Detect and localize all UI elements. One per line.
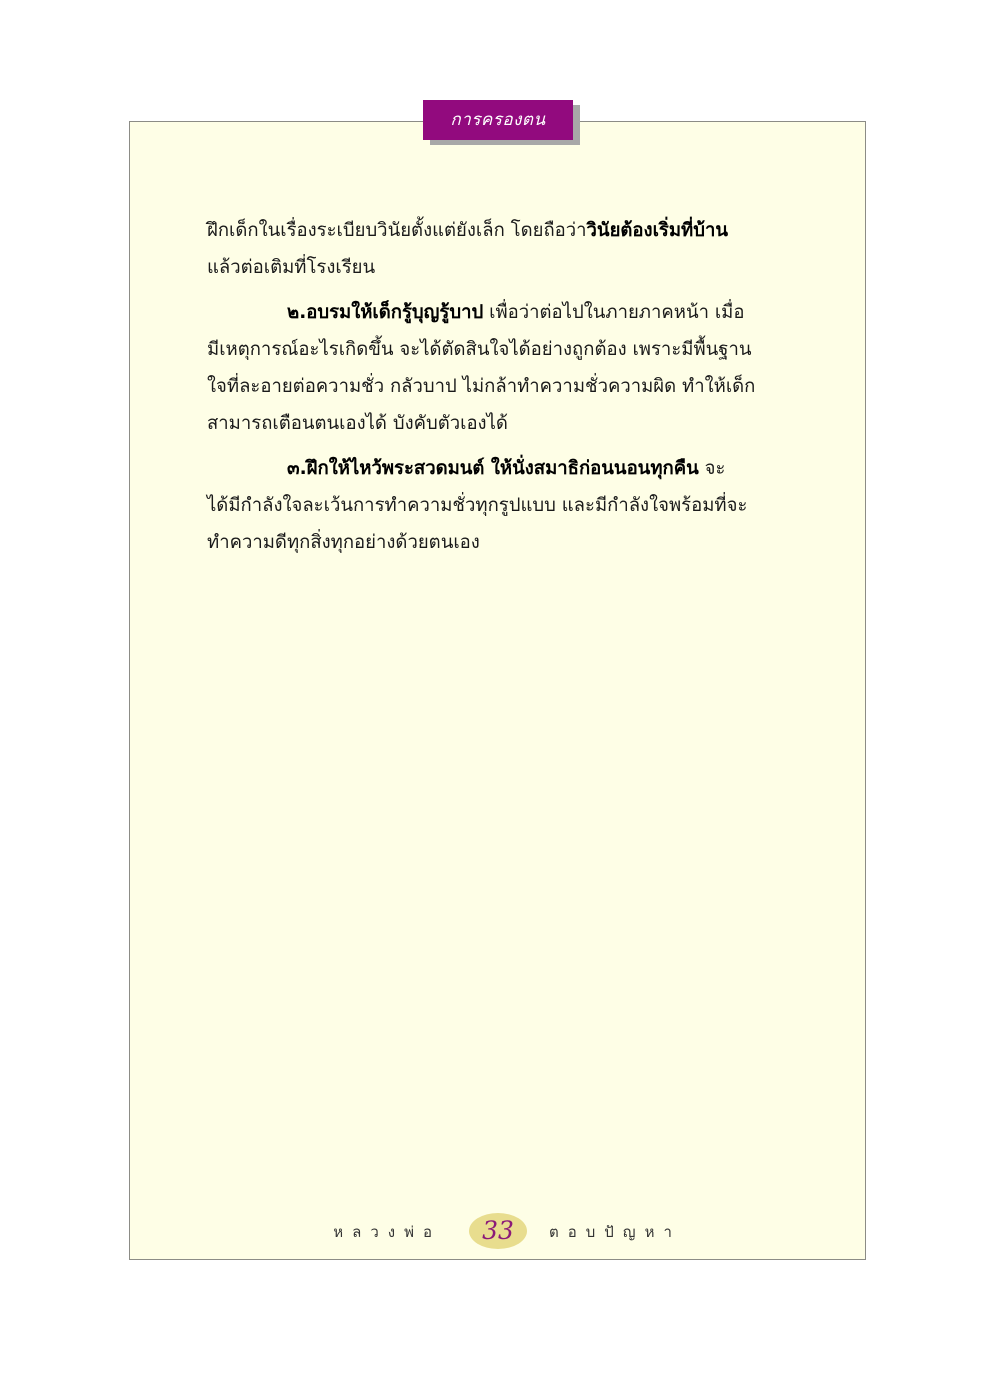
paragraph-1-line-1 [207,212,789,249]
paragraph-1-text: ฝึกเด็กในเรื่องระเบียบวินัยตั้งแต่ยังเล็ก โดยถือว่า [207,220,587,241]
paragraph-2-line-1-rest: เพื่อว่าต่อไปในภายภาคหน้า เมื่อ [483,302,745,323]
paragraph-3-heading: ๓.ฝึกให้ไหว้พระสวดมนต์ ให้นั่งสมาธิก่อนนอนทุกคืน [287,458,699,479]
paragraph-2-line-1 [207,294,789,331]
paragraph-2-line-3: ใจที่ละอายต่อความชั่ว กลัวบาป ไม่กล้าทำความชั่วความผิด ทำให้เด็ก [207,376,756,397]
page-number-badge: 33 [469,1213,527,1249]
paragraph-1-line-2: แล้วต่อเติมที่โรงเรียน [207,257,376,278]
paragraph-3-line-2: ได้มีกำลังใจละเว้นการทำความชั่วทุกรูปแบบ และมีกำลังใจพร้อมที่จะ [207,495,748,516]
paragraph-3-line-1-rest: จะ [698,458,726,479]
page-footer [129,1210,866,1254]
footer-book-title-right: ตอบปัญหา [549,1223,681,1241]
paragraph-3-line-3: ทำความดีทุกสิ่งทุกอย่างด้วยตนเอง [207,532,480,553]
paragraph-3 [207,450,789,561]
chapter-tab: การครองตน [423,100,573,140]
paragraph-1-emphasis: วินัยต้องเริ่มที่บ้าน [586,220,729,241]
footer-book-title-left: หลวงพ่อ [333,1223,441,1241]
paragraph-2-line-2: มีเหตุการณ์อะไรเกิดขึ้น จะได้ตัดสินใจได้อย่างถูกต้อง เพราะมีพื้นฐาน [207,339,752,360]
paragraph-1 [207,212,789,286]
paragraph-2 [207,294,789,442]
paragraph-3-line-1 [207,450,789,487]
body-text [207,212,789,569]
paragraph-2-heading: ๒.อบรมให้เด็กรู้บุญรู้บาป [287,302,484,323]
paragraph-2-line-4: สามารถเตือนตนเองได้ บังคับตัวเองได้ [207,413,508,434]
